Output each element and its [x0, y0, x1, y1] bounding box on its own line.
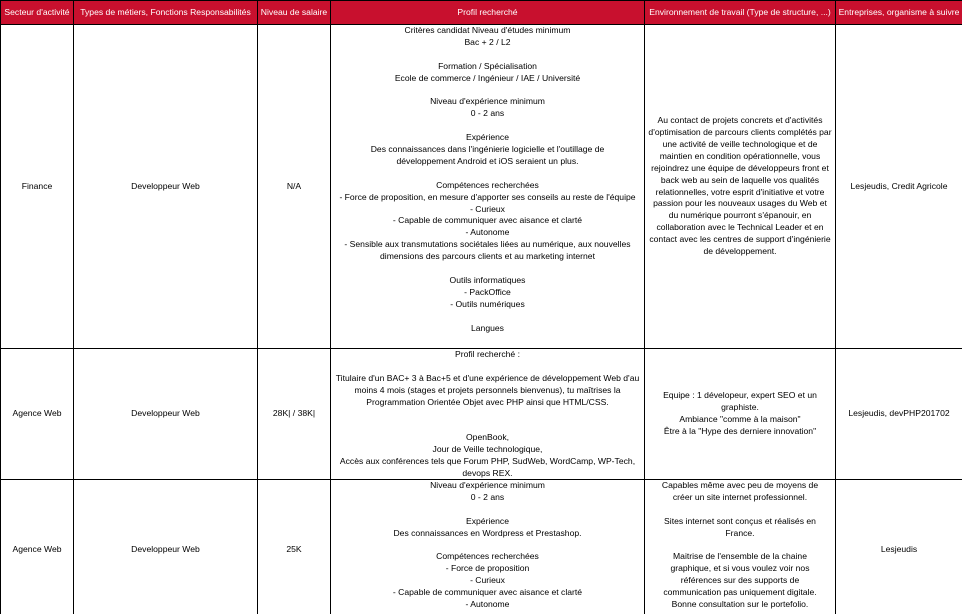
profil-line: Critères candidat Niveau d'études minimum: [404, 25, 571, 35]
profil-line: Des connaissances dans l'ingénierie logicielle et l'outillage de développement Android et iOS seraient un plus.: [370, 144, 605, 166]
profil-line: Des connaissances en Wordpress et Prestashop.: [393, 527, 582, 538]
profil-line: Outils informatiques: [449, 274, 526, 285]
profil-line: [333, 420, 642, 432]
cell-entreprises[interactable]: Lesjeudis, devPHP201702: [836, 349, 962, 480]
cell-secteur[interactable]: Agence Web: [1, 349, 74, 480]
profil-line: Accès aux conférences tels que Forum PHP, SudWeb, WordCamp, WP-Tech, devops REX.: [339, 456, 636, 479]
profil-line: - Curieux: [470, 203, 505, 214]
profil-line: - Capable de communiquer avec aisance et clarté: [392, 587, 583, 598]
cell-secteur[interactable]: Agence Web: [1, 480, 74, 614]
cell-metier[interactable]: Developpeur Web: [74, 25, 258, 349]
cell-salaire[interactable]: N/A: [258, 25, 331, 349]
table-row: [1, 349, 962, 480]
profil-line: Formation / Spécialisation: [438, 60, 537, 71]
profil-line: - Force de proposition, en mesure d'apporter ses conseils au reste de l'équipe: [339, 191, 636, 202]
environnement-line: [647, 504, 833, 516]
profil-line: - Curieux: [470, 575, 505, 586]
header-salaire[interactable]: Niveau de salaire: [258, 1, 331, 25]
environnement-line: Être à la "Hype des derniere innovation": [663, 425, 817, 436]
cell-environnement[interactable]: [645, 480, 836, 614]
environnement-text: Au contact de projets concrets et d'activités d'optimisation de parcours clients complétés par une activité de veille technologique et de maintien en condition opérationnelle, vous rejoindrez une équipe de développeurs front et back web au sein de laquelle vos qualités relationnelles, votre esprit d'initiative et votre passion pour les nouveaux usages du Web et du numérique pourront s'épanouir, en collaboration avec le Technical Leader et en contact avec les centres de support d'ingénierie de développement.: [648, 115, 832, 257]
profil-line: [333, 361, 642, 373]
profil-line: - Autonome: [465, 227, 510, 238]
cell-metier[interactable]: Developpeur Web: [74, 349, 258, 480]
profil-line: [333, 85, 642, 97]
profil-line: Compétences recherchées: [436, 179, 539, 190]
profil-line: Expérience: [466, 515, 509, 526]
profil-line: Expérience: [466, 132, 509, 143]
profil-line: Profil recherché :: [455, 349, 520, 359]
table-row: [1, 480, 962, 614]
environnement-line: Equipe : 1 dévelopeur, expert SEO et un graphiste.: [663, 390, 817, 413]
profil-line: [333, 49, 642, 61]
profil-line: - Outils numériques: [450, 298, 525, 309]
profil-line: Ecole de commerce / Ingénieur / IAE / Université: [394, 72, 581, 83]
cell-profil[interactable]: [331, 349, 645, 480]
profil-line: - Force de proposition: [445, 563, 530, 574]
profil-line: Compétences recherchées: [436, 551, 539, 562]
profil-line: Bac + 2 / L2: [464, 36, 511, 47]
profil-line: - Sensible aux transmutations sociétales liées au numérique, aux nouvelles dimensions des parcours clients et au marketing internet: [344, 239, 631, 262]
profil-line: [333, 168, 642, 180]
header-secteur[interactable]: Secteur d'activité: [1, 1, 74, 25]
cell-salaire[interactable]: 28K| / 38K|: [258, 349, 331, 480]
cell-entreprises[interactable]: Lesjeudis, Credit Agricole: [836, 25, 962, 349]
cell-metier[interactable]: Developpeur Web: [74, 480, 258, 614]
profil-line: OpenBook,: [466, 432, 509, 443]
cell-entreprises[interactable]: Lesjeudis: [836, 480, 962, 614]
profil-line: [333, 504, 642, 516]
header-metiers[interactable]: Types de métiers, Fonctions Responsabilités: [74, 1, 258, 25]
profil-line: [333, 540, 642, 552]
profil-line: [333, 263, 642, 275]
profil-line: Jour de Veille technologique,: [432, 444, 543, 455]
cell-salaire[interactable]: 25K: [258, 480, 331, 614]
profil-line: - PackOffice: [464, 286, 511, 297]
profil-line: Niveau d'expérience minimum: [430, 96, 545, 107]
cell-environnement[interactable]: [645, 25, 836, 349]
profil-line: [333, 409, 642, 421]
profil-line: Langues: [471, 322, 504, 333]
table-row: [1, 25, 962, 349]
header-environnement[interactable]: Environnement de travail (Type de structure, ...): [645, 1, 836, 25]
environnement-line: Maitrise de l'ensemble de la chaine graphique, et si vous voulez voir nos références sur des supports de communication pas uniquement digitale. Bonne consultation sur le portefolio.: [663, 551, 817, 610]
header-profil[interactable]: Profil recherché: [331, 1, 645, 25]
cell-secteur[interactable]: Finance: [1, 25, 74, 349]
cell-profil[interactable]: [331, 25, 645, 349]
profil-line: [333, 311, 642, 323]
profil-line: [333, 120, 642, 132]
environnement-line: Sites internet sont conçus et réalisés en France.: [664, 515, 816, 538]
header-entreprises[interactable]: Entreprises, organisme à suivre: [836, 1, 962, 25]
profil-line: Titulaire d'un BAC+ 3 à Bac+5 et d'une expérience de développement Web d'au moins 4 mois (stages et projets personnels bienvenus), tu maîtrises la Programmation Orientée Objet avec PHP ainsi que HTML/CSS.: [335, 372, 640, 407]
cell-environnement[interactable]: [645, 349, 836, 480]
cell-profil[interactable]: [331, 480, 645, 614]
profil-line: - Capable de communiquer avec aisance et clarté: [392, 215, 583, 226]
environnement-line: Capables même avec peu de moyens de créer un site internet professionnel.: [661, 480, 819, 502]
profil-line: Niveau d'expérience minimum: [430, 480, 545, 490]
profil-line: - Autonome: [465, 599, 510, 610]
environnement-line: [647, 540, 833, 552]
profil-line: 0 - 2 ans: [470, 491, 505, 502]
header-row: [1, 1, 962, 25]
profil-line: 0 - 2 ans: [470, 108, 505, 119]
environnement-line: Ambiance "comme à la maison": [679, 414, 801, 424]
